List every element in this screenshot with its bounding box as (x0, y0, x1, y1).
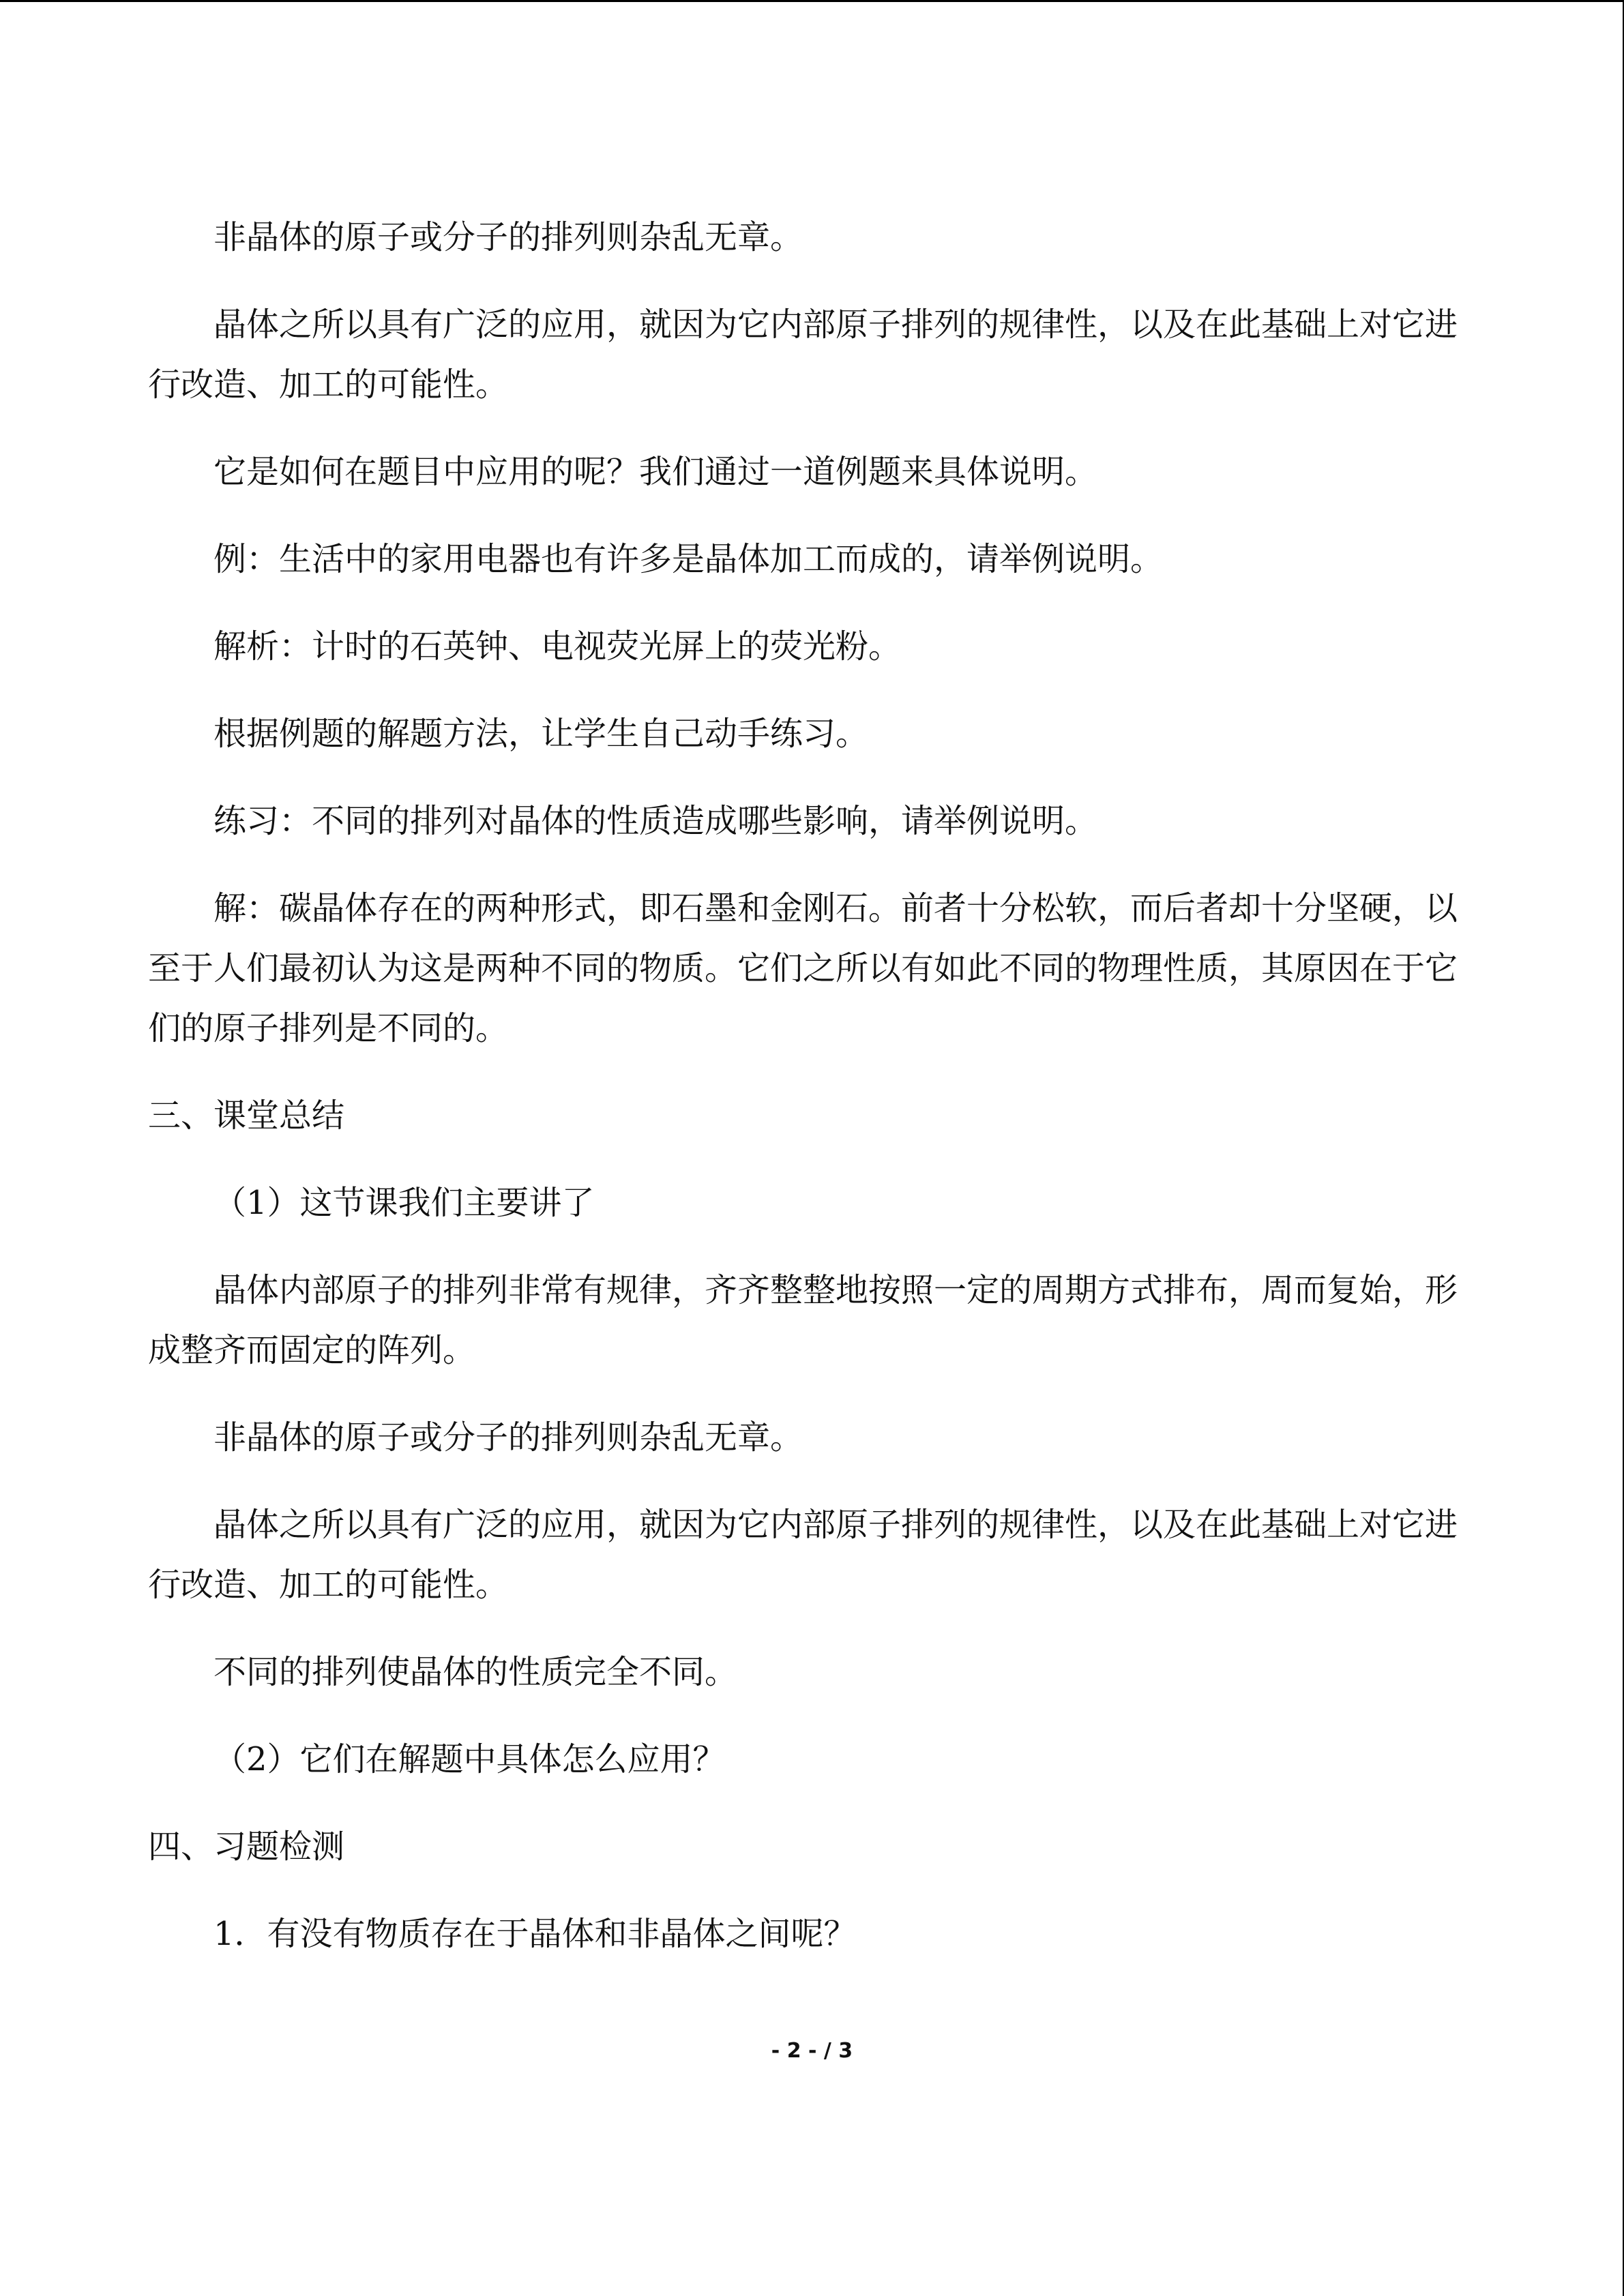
paragraph: 晶体内部原子的排列非常有规律，齐齐整整地按照一定的周期方式排布，周而复始，形成整齐而固定的阵列。 (148, 1271, 1458, 1369)
paragraph: 它是如何在题目中应用的呢？我们通过一道例题来具体说明。 (213, 453, 1098, 491)
paragraph: 非晶体的原子或分子的排列则杂乱无章。 (213, 218, 803, 256)
paragraph: 晶体之所以具有广泛的应用，就因为它内部原子排列的规律性，以及在此基础上对它进行改造、加工的可能性。 (148, 1506, 1458, 1604)
section-heading-exercises: 四、习题检测 (148, 1828, 345, 1866)
top-border-line (0, 0, 1624, 2)
example-answer: 解析：计时的石英钟、电视荧光屏上的荧光粉。 (213, 627, 902, 666)
paragraph: 非晶体的原子或分子的排列则杂乱无章。 (213, 1418, 803, 1457)
subsection-heading: （1）这节课我们主要讲了 (213, 1184, 595, 1222)
paragraph: 晶体之所以具有广泛的应用，就因为它内部原子排列的规律性，以及在此基础上对它进行改造、加工的可能性。 (148, 305, 1458, 404)
paragraph: 根据例题的解题方法，让学生自己动手练习。 (213, 715, 869, 753)
section-heading-summary: 三、课堂总结 (148, 1097, 345, 1135)
paragraph: 不同的排列使晶体的性质完全不同。 (213, 1653, 738, 1691)
subsection-heading: （2）它们在解题中具体怎么应用？ (213, 1740, 726, 1778)
exercise-question: 练习：不同的排列对晶体的性质造成哪些影响，请举例说明。 (213, 802, 1098, 840)
exercise-item: 1．有没有物质存在于晶体和非晶体之间呢？ (213, 1915, 857, 1953)
example-question: 例：生活中的家用电器也有许多是晶体加工而成的，请举例说明。 (213, 540, 1164, 578)
page-number: - 2 - / 3 (771, 2039, 853, 2063)
document-body (148, 207, 1458, 1991)
exercise-answer: 解：碳晶体存在的两种形式，即石墨和金刚石。前者十分松软，而后者却十分坚硬，以至于人们最初认为这是两种不同的物质。它们之所以有如此不同的物理性质，其原因在于它们的原子排列是不同的。 (148, 889, 1458, 1047)
